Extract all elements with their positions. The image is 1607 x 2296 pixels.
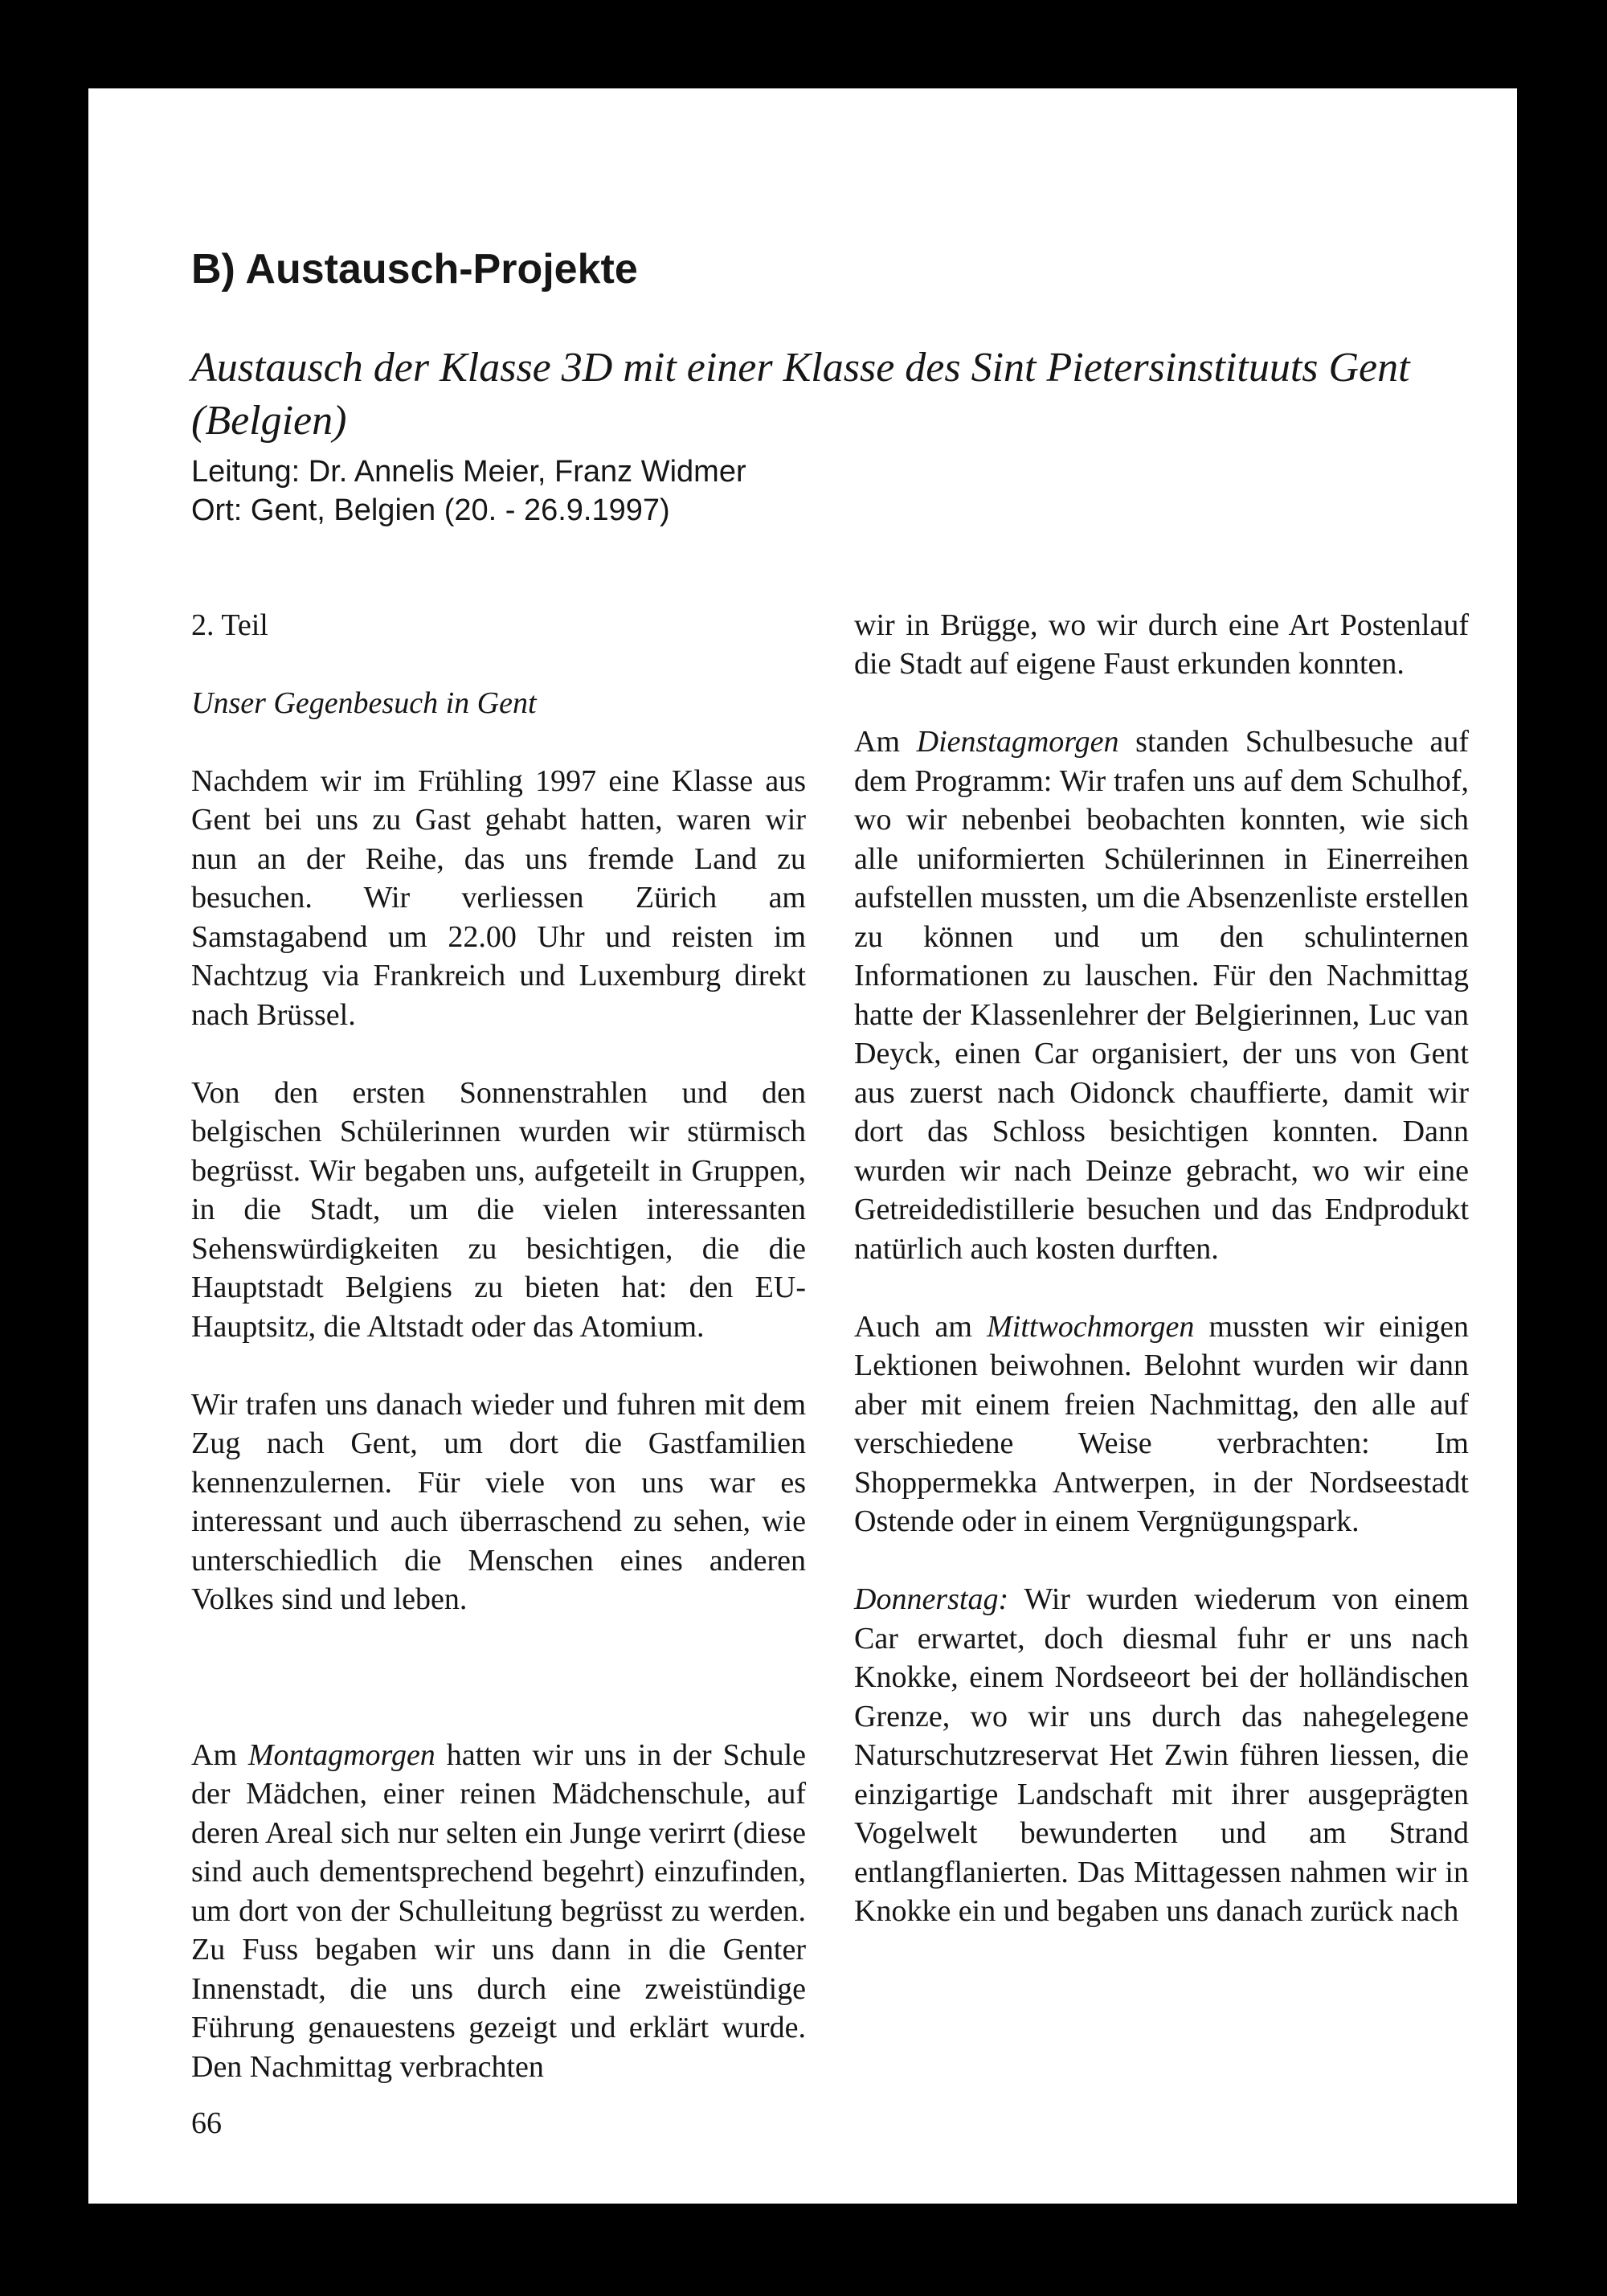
paragraph-text: mussten wir einigen Lektionen beiwohnen. Belohnt wurden wir dann aber mit einem freien Nachmittag, den alle auf verschiedene Weise verbrachten: Im Shoppermekka Antwerpen, in der Nordseestadt Ostende oder in einem Vergnügungspark.: [854, 1309, 1470, 1538]
left-column: [191, 567, 806, 2126]
ort-line: Ort: Gent, Belgien (20. - 26.9.1997): [191, 493, 670, 527]
paragraph-gap: [191, 1658, 806, 1696]
day-label: Mittwochmorgen: [987, 1309, 1195, 1344]
day-label: Donnerstag:: [854, 1582, 1009, 1616]
paragraph-text: standen Schulbesuche auf dem Programm: Wir trafen uns auf dem Schulhof, wo wir nebenbei beobachten konnten, wie sich alle uniformierten Schülerinnen in Einerreihen aufstellen mussten, um die Absenzenliste erstellen zu können und um den schulinternen Informationen zu lauschen. Für den Nachmittag hatte der Klassenlehrer der Belgierinnen, Luc van Deyck, einen Car organisiert, der uns von Gent aus zuerst nach Oidonck chauffierte, damit wir dort das Schloss besichtigen konnten. Dann wurden wir nach Deinze gebracht, wo wir eine Getreidedistillerie besuchen und das Endprodukt natürlich auch kosten durften.: [854, 725, 1469, 1266]
paragraph-text: hatten wir uns in der Schule der Mädchen, einer reinen Mädchenschule, auf deren Areal sich nur selten ein Junge verirrt (diese sind auch dementsprechend begehrt) einzufinden, um dort von der Schulleitung begrüsst zu werden. Zu Fuss begaben wir uns dann in die Genter Innenstadt, die uns durch eine zweistündige Führung genauestens gezeigt und erklärt wurde. Den Nachmittag verbrachten: [191, 1737, 807, 2084]
paragraph: Von den ersten Sonnenstrahlen und den belgischen Schülerinnen wurden wir stürmisch begrüsst. Wir begaben uns, aufgeteilt in Gruppen, in die Stadt, um die vielen interessanten Sehenswürdigkeiten zu besichtigen, die die Hauptstadt Belgiens zu bieten hat: den EU-Hauptsitz, die Altstadt oder das Atomium.: [191, 1075, 806, 1344]
paragraph-lead: Auch am: [854, 1309, 988, 1344]
paragraph: wir in Brügge, wo wir durch eine Art Postenlauf die Stadt auf eigene Faust erkunden konnten.: [854, 608, 1469, 681]
paragraph-text: Wir wurden wiederum von einem Car erwartet, doch diesmal fuhr er uns nach Knokke, einem Nordseeort bei der holländischen Grenze, wo wir uns durch das nahegelegene Naturschutzreservat Het Zwin führen liessen, die einzigartige Landschaft mit ihrer ausgeprägten Vogelwelt bewunderten und am Strand entlangflanierten. Das Mittagessen nahmen wir in Knokke ein und begaben uns danach zurück nach: [854, 1582, 1469, 1928]
paragraph-lead: Am: [854, 725, 917, 759]
leitung-line: Leitung: Dr. Annelis Meier, Franz Widmer: [191, 455, 746, 489]
paragraph: [854, 1580, 1469, 1931]
subtitle: [191, 684, 806, 723]
paragraph: [854, 1308, 1469, 1541]
paragraph: [191, 1736, 806, 2087]
paragraph: [854, 722, 1469, 1268]
paragraph-lead: Am: [191, 1737, 248, 1772]
part-label: 2. Teil: [191, 608, 268, 642]
section-heading: B) Austausch-Projekte: [191, 246, 638, 293]
day-label: Montagmorgen: [247, 1737, 435, 1772]
paragraph: Wir trafen uns danach wieder und fuhren mit dem Zug nach Gent, um dort die Gastfamilien kennenzulernen. Für viele von uns war es interessant und auch überraschend zu sehen, wie unterschiedlich die Menschen eines anderen Volkes sind und leben.: [191, 1387, 806, 1616]
page-number: 66: [191, 2106, 222, 2140]
project-title: Austausch der Klasse 3D mit einer Klasse des Sint Pietersinstituuts Gent (Belgien): [191, 345, 1410, 444]
paragraph: Nachdem wir im Frühling 1997 eine Klasse aus Gent bei uns zu Gast gehabt hatten, waren wir nun an der Reihe, das uns fremde Land zu besuchen. Wir verliessen Zürich am Samstagabend um 22.00 Uhr und reisten im Nachtzug via Frankreich und Luxemburg direkt nach Brüssel.: [191, 763, 806, 1032]
right-column: [854, 567, 1469, 1970]
subtitle-text: Unser Gegenbesuch in Gent: [191, 686, 537, 720]
day-label: Dienstagmorgen: [916, 725, 1119, 759]
